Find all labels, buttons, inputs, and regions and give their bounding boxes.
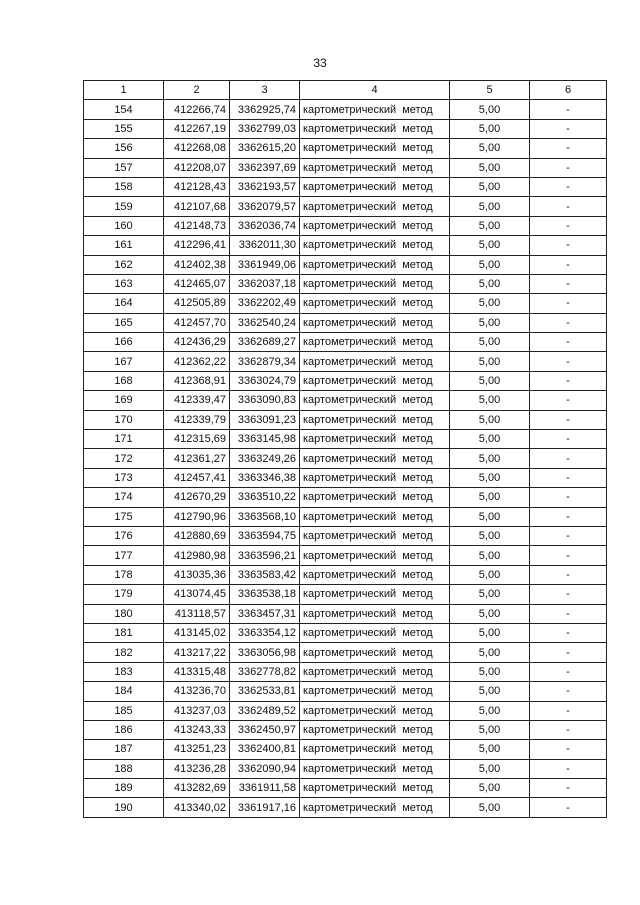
note-cell: -: [530, 546, 607, 565]
y-coordinate-cell: 3362400,81: [230, 740, 300, 759]
x-coordinate-cell: 412107,68: [164, 197, 230, 216]
point-number-cell: 160: [84, 216, 164, 235]
accuracy-cell: 5,00: [450, 526, 530, 545]
method-cell: картометрический метод: [300, 720, 450, 739]
note-cell: -: [530, 255, 607, 274]
accuracy-cell: 5,00: [450, 158, 530, 177]
note-cell: -: [530, 274, 607, 293]
y-coordinate-cell: 3361949,06: [230, 255, 300, 274]
point-number-cell: 188: [84, 759, 164, 778]
x-coordinate-cell: 413118,57: [164, 604, 230, 623]
accuracy-cell: 5,00: [450, 294, 530, 313]
point-number-cell: 179: [84, 585, 164, 604]
y-coordinate-cell: 3363091,23: [230, 410, 300, 429]
note-cell: -: [530, 119, 607, 138]
accuracy-cell: 5,00: [450, 623, 530, 642]
x-coordinate-cell: 413035,36: [164, 565, 230, 584]
y-coordinate-cell: 3362037,18: [230, 274, 300, 293]
y-coordinate-cell: 3362193,57: [230, 177, 300, 196]
y-coordinate-cell: 3363346,38: [230, 468, 300, 487]
accuracy-cell: 5,00: [450, 643, 530, 662]
method-cell: картометрический метод: [300, 643, 450, 662]
table-row: [84, 546, 607, 565]
table-row: [84, 158, 607, 177]
table-row: [84, 662, 607, 681]
accuracy-cell: 5,00: [450, 430, 530, 449]
note-cell: -: [530, 158, 607, 177]
accuracy-cell: 5,00: [450, 197, 530, 216]
header-row: [84, 81, 607, 100]
accuracy-cell: 5,00: [450, 177, 530, 196]
method-cell: картометрический метод: [300, 759, 450, 778]
point-number-cell: 162: [84, 255, 164, 274]
coordinates-table: [83, 80, 607, 818]
point-number-cell: 163: [84, 274, 164, 293]
y-coordinate-cell: 3362036,74: [230, 216, 300, 235]
table-row: [84, 197, 607, 216]
point-number-cell: 168: [84, 371, 164, 390]
method-cell: картометрический метод: [300, 197, 450, 216]
x-coordinate-cell: 413236,70: [164, 682, 230, 701]
page-number: 33: [313, 56, 327, 70]
y-coordinate-cell: 3363596,21: [230, 546, 300, 565]
x-coordinate-cell: 412268,08: [164, 139, 230, 158]
column-header-5: 5: [450, 81, 530, 100]
y-coordinate-cell: 3362925,74: [230, 100, 300, 119]
method-cell: картометрический метод: [300, 565, 450, 584]
x-coordinate-cell: 413340,02: [164, 798, 230, 817]
note-cell: -: [530, 759, 607, 778]
accuracy-cell: 5,00: [450, 759, 530, 778]
point-number-cell: 167: [84, 352, 164, 371]
y-coordinate-cell: 3363354,12: [230, 623, 300, 642]
x-coordinate-cell: 412362,22: [164, 352, 230, 371]
table-row: [84, 371, 607, 390]
accuracy-cell: 5,00: [450, 682, 530, 701]
accuracy-cell: 5,00: [450, 585, 530, 604]
note-cell: -: [530, 779, 607, 798]
accuracy-cell: 5,00: [450, 546, 530, 565]
method-cell: картометрический метод: [300, 371, 450, 390]
note-cell: -: [530, 565, 607, 584]
note-cell: -: [530, 526, 607, 545]
accuracy-cell: 5,00: [450, 333, 530, 352]
x-coordinate-cell: 412148,73: [164, 216, 230, 235]
note-cell: -: [530, 662, 607, 681]
method-cell: картометрический метод: [300, 507, 450, 526]
y-coordinate-cell: 3363457,31: [230, 604, 300, 623]
note-cell: -: [530, 449, 607, 468]
accuracy-cell: 5,00: [450, 216, 530, 235]
method-cell: картометрический метод: [300, 352, 450, 371]
note-cell: -: [530, 236, 607, 255]
point-number-cell: 170: [84, 410, 164, 429]
method-cell: картометрический метод: [300, 158, 450, 177]
method-cell: картометрический метод: [300, 468, 450, 487]
y-coordinate-cell: 3362011,30: [230, 236, 300, 255]
x-coordinate-cell: 412315,69: [164, 430, 230, 449]
method-cell: картометрический метод: [300, 100, 450, 119]
table-row: [84, 759, 607, 778]
note-cell: -: [530, 585, 607, 604]
y-coordinate-cell: 3362615,20: [230, 139, 300, 158]
table-row: [84, 139, 607, 158]
x-coordinate-cell: 412505,89: [164, 294, 230, 313]
accuracy-cell: 5,00: [450, 701, 530, 720]
accuracy-cell: 5,00: [450, 352, 530, 371]
x-coordinate-cell: 413145,02: [164, 623, 230, 642]
table-row: [84, 294, 607, 313]
accuracy-cell: 5,00: [450, 236, 530, 255]
column-header-4: 4: [300, 81, 450, 100]
point-number-cell: 159: [84, 197, 164, 216]
method-cell: картометрический метод: [300, 139, 450, 158]
note-cell: -: [530, 391, 607, 410]
y-coordinate-cell: 3363056,98: [230, 643, 300, 662]
point-number-cell: 169: [84, 391, 164, 410]
table-row: [84, 430, 607, 449]
x-coordinate-cell: 412436,29: [164, 333, 230, 352]
point-number-cell: 189: [84, 779, 164, 798]
x-coordinate-cell: 413217,22: [164, 643, 230, 662]
accuracy-cell: 5,00: [450, 604, 530, 623]
method-cell: картометрический метод: [300, 585, 450, 604]
note-cell: -: [530, 100, 607, 119]
accuracy-cell: 5,00: [450, 740, 530, 759]
y-coordinate-cell: 3363249,26: [230, 449, 300, 468]
point-number-cell: 180: [84, 604, 164, 623]
point-number-cell: 165: [84, 313, 164, 332]
column-header-2: 2: [164, 81, 230, 100]
y-coordinate-cell: 3363568,10: [230, 507, 300, 526]
y-coordinate-cell: 3362202,49: [230, 294, 300, 313]
point-number-cell: 172: [84, 449, 164, 468]
accuracy-cell: 5,00: [450, 119, 530, 138]
x-coordinate-cell: 412128,43: [164, 177, 230, 196]
method-cell: картометрический метод: [300, 119, 450, 138]
y-coordinate-cell: 3363145,98: [230, 430, 300, 449]
method-cell: картометрический метод: [300, 546, 450, 565]
x-coordinate-cell: 412457,41: [164, 468, 230, 487]
x-coordinate-cell: 413243,33: [164, 720, 230, 739]
accuracy-cell: 5,00: [450, 100, 530, 119]
y-coordinate-cell: 3363510,22: [230, 488, 300, 507]
y-coordinate-cell: 3362689,27: [230, 333, 300, 352]
method-cell: картометрический метод: [300, 294, 450, 313]
method-cell: картометрический метод: [300, 779, 450, 798]
note-cell: -: [530, 430, 607, 449]
accuracy-cell: 5,00: [450, 565, 530, 584]
method-cell: картометрический метод: [300, 604, 450, 623]
point-number-cell: 182: [84, 643, 164, 662]
y-coordinate-cell: 3363538,18: [230, 585, 300, 604]
method-cell: картометрический метод: [300, 488, 450, 507]
point-number-cell: 185: [84, 701, 164, 720]
method-cell: картометрический метод: [300, 662, 450, 681]
point-number-cell: 184: [84, 682, 164, 701]
y-coordinate-cell: 3361911,58: [230, 779, 300, 798]
accuracy-cell: 5,00: [450, 468, 530, 487]
table-row: [84, 779, 607, 798]
accuracy-cell: 5,00: [450, 449, 530, 468]
note-cell: -: [530, 197, 607, 216]
method-cell: картометрический метод: [300, 410, 450, 429]
note-cell: -: [530, 643, 607, 662]
x-coordinate-cell: 413315,48: [164, 662, 230, 681]
method-cell: картометрический метод: [300, 391, 450, 410]
method-cell: картометрический метод: [300, 740, 450, 759]
note-cell: -: [530, 410, 607, 429]
table-row: [84, 100, 607, 119]
point-number-cell: 173: [84, 468, 164, 487]
x-coordinate-cell: 412980,98: [164, 546, 230, 565]
accuracy-cell: 5,00: [450, 139, 530, 158]
point-number-cell: 174: [84, 488, 164, 507]
accuracy-cell: 5,00: [450, 720, 530, 739]
table-body: [84, 100, 607, 817]
note-cell: -: [530, 352, 607, 371]
method-cell: картометрический метод: [300, 236, 450, 255]
x-coordinate-cell: 412670,29: [164, 488, 230, 507]
method-cell: картометрический метод: [300, 430, 450, 449]
point-number-cell: 171: [84, 430, 164, 449]
table-row: [84, 507, 607, 526]
point-number-cell: 183: [84, 662, 164, 681]
table-row: [84, 313, 607, 332]
x-coordinate-cell: 412208,07: [164, 158, 230, 177]
accuracy-cell: 5,00: [450, 507, 530, 526]
x-coordinate-cell: 412296,41: [164, 236, 230, 255]
y-coordinate-cell: 3363024,79: [230, 371, 300, 390]
point-number-cell: 186: [84, 720, 164, 739]
point-number-cell: 164: [84, 294, 164, 313]
method-cell: картометрический метод: [300, 701, 450, 720]
y-coordinate-cell: 3362079,57: [230, 197, 300, 216]
x-coordinate-cell: 412339,47: [164, 391, 230, 410]
table-row: [84, 682, 607, 701]
note-cell: -: [530, 740, 607, 759]
point-number-cell: 175: [84, 507, 164, 526]
method-cell: картометрический метод: [300, 449, 450, 468]
point-number-cell: 156: [84, 139, 164, 158]
y-coordinate-cell: 3362489,52: [230, 701, 300, 720]
point-number-cell: 176: [84, 526, 164, 545]
y-coordinate-cell: 3361917,16: [230, 798, 300, 817]
point-number-cell: 161: [84, 236, 164, 255]
point-number-cell: 178: [84, 565, 164, 584]
x-coordinate-cell: 412402,38: [164, 255, 230, 274]
note-cell: -: [530, 371, 607, 390]
note-cell: -: [530, 313, 607, 332]
accuracy-cell: 5,00: [450, 313, 530, 332]
table-row: [84, 449, 607, 468]
note-cell: -: [530, 294, 607, 313]
y-coordinate-cell: 3362799,03: [230, 119, 300, 138]
column-header-1: 1: [84, 81, 164, 100]
point-number-cell: 154: [84, 100, 164, 119]
note-cell: -: [530, 177, 607, 196]
point-number-cell: 157: [84, 158, 164, 177]
table-row: [84, 565, 607, 584]
note-cell: -: [530, 604, 607, 623]
column-header-3: 3: [230, 81, 300, 100]
accuracy-cell: 5,00: [450, 798, 530, 817]
point-number-cell: 155: [84, 119, 164, 138]
point-number-cell: 190: [84, 798, 164, 817]
table-row: [84, 274, 607, 293]
table-row: [84, 643, 607, 662]
accuracy-cell: 5,00: [450, 410, 530, 429]
accuracy-cell: 5,00: [450, 662, 530, 681]
y-coordinate-cell: 3362450,97: [230, 720, 300, 739]
x-coordinate-cell: 412368,91: [164, 371, 230, 390]
y-coordinate-cell: 3363583,42: [230, 565, 300, 584]
x-coordinate-cell: 412266,74: [164, 100, 230, 119]
y-coordinate-cell: 3362533,81: [230, 682, 300, 701]
point-number-cell: 166: [84, 333, 164, 352]
x-coordinate-cell: 412465,07: [164, 274, 230, 293]
table-row: [84, 604, 607, 623]
table-row: [84, 352, 607, 371]
table-row: [84, 177, 607, 196]
method-cell: картометрический метод: [300, 333, 450, 352]
method-cell: картометрический метод: [300, 177, 450, 196]
table-row: [84, 236, 607, 255]
point-number-cell: 181: [84, 623, 164, 642]
note-cell: -: [530, 682, 607, 701]
y-coordinate-cell: 3363594,75: [230, 526, 300, 545]
point-number-cell: 158: [84, 177, 164, 196]
table-row: [84, 798, 607, 817]
point-number-cell: 187: [84, 740, 164, 759]
accuracy-cell: 5,00: [450, 274, 530, 293]
method-cell: картометрический метод: [300, 798, 450, 817]
accuracy-cell: 5,00: [450, 391, 530, 410]
x-coordinate-cell: 413236,28: [164, 759, 230, 778]
note-cell: -: [530, 701, 607, 720]
y-coordinate-cell: 3362540,24: [230, 313, 300, 332]
table-row: [84, 740, 607, 759]
table-row: [84, 701, 607, 720]
table-row: [84, 391, 607, 410]
y-coordinate-cell: 3362397,69: [230, 158, 300, 177]
note-cell: -: [530, 488, 607, 507]
method-cell: картометрический метод: [300, 274, 450, 293]
note-cell: -: [530, 333, 607, 352]
note-cell: -: [530, 623, 607, 642]
table-header: [84, 81, 607, 100]
table-row: [84, 720, 607, 739]
accuracy-cell: 5,00: [450, 779, 530, 798]
table-row: [84, 623, 607, 642]
x-coordinate-cell: 413251,23: [164, 740, 230, 759]
table-row: [84, 468, 607, 487]
y-coordinate-cell: 3362778,82: [230, 662, 300, 681]
x-coordinate-cell: 412790,96: [164, 507, 230, 526]
table-row: [84, 526, 607, 545]
note-cell: -: [530, 798, 607, 817]
accuracy-cell: 5,00: [450, 488, 530, 507]
y-coordinate-cell: 3362879,34: [230, 352, 300, 371]
table-row: [84, 255, 607, 274]
method-cell: картометрический метод: [300, 526, 450, 545]
accuracy-cell: 5,00: [450, 371, 530, 390]
column-header-6: 6: [530, 81, 607, 100]
note-cell: -: [530, 720, 607, 739]
note-cell: -: [530, 507, 607, 526]
x-coordinate-cell: 413074,45: [164, 585, 230, 604]
x-coordinate-cell: 412267,19: [164, 119, 230, 138]
method-cell: картометрический метод: [300, 682, 450, 701]
x-coordinate-cell: 412457,70: [164, 313, 230, 332]
table-row: [84, 216, 607, 235]
note-cell: -: [530, 468, 607, 487]
x-coordinate-cell: 412361,27: [164, 449, 230, 468]
method-cell: картометрический метод: [300, 255, 450, 274]
note-cell: -: [530, 139, 607, 158]
x-coordinate-cell: 413237,03: [164, 701, 230, 720]
table-row: [84, 119, 607, 138]
table-row: [84, 488, 607, 507]
table-row: [84, 410, 607, 429]
method-cell: картометрический метод: [300, 216, 450, 235]
point-number-cell: 177: [84, 546, 164, 565]
x-coordinate-cell: 412880,69: [164, 526, 230, 545]
y-coordinate-cell: 3363090,83: [230, 391, 300, 410]
table-row: [84, 333, 607, 352]
accuracy-cell: 5,00: [450, 255, 530, 274]
method-cell: картометрический метод: [300, 623, 450, 642]
table-row: [84, 585, 607, 604]
method-cell: картометрический метод: [300, 313, 450, 332]
x-coordinate-cell: 413282,69: [164, 779, 230, 798]
note-cell: -: [530, 216, 607, 235]
y-coordinate-cell: 3362090,94: [230, 759, 300, 778]
x-coordinate-cell: 412339,79: [164, 410, 230, 429]
